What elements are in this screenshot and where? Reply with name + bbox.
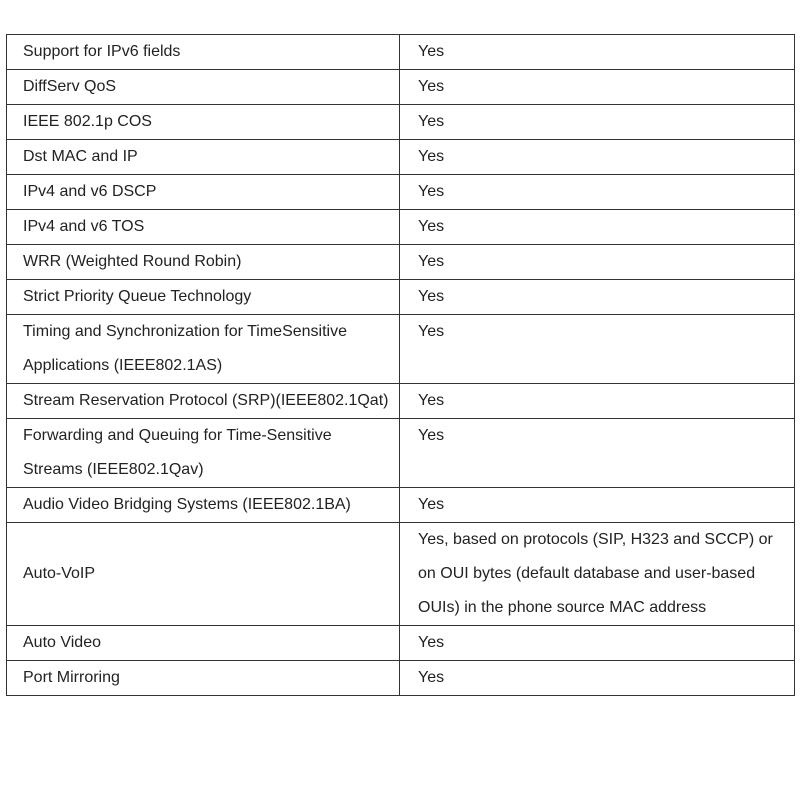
support-cell: Yes <box>400 70 795 105</box>
feature-cell: Auto Video <box>7 626 400 661</box>
feature-cell: WRR (Weighted Round Robin) <box>7 245 400 280</box>
feature-cell: Support for IPv6 fields <box>7 35 400 70</box>
support-cell: Yes <box>400 105 795 140</box>
feature-cell: Auto-VoIP <box>7 523 400 626</box>
table-row <box>7 488 795 523</box>
feature-cell: Timing and Synchronization for TimeSensitive Applications (IEEE802.1AS) <box>7 315 400 384</box>
feature-cell: Dst MAC and IP <box>7 140 400 175</box>
support-cell: Yes <box>400 661 795 696</box>
table-row <box>7 280 795 315</box>
table-row <box>7 419 795 488</box>
feature-cell: Forwarding and Queuing for Time-Sensitive Streams (IEEE802.1Qav) <box>7 419 400 488</box>
feature-cell: IEEE 802.1p COS <box>7 105 400 140</box>
table-row <box>7 626 795 661</box>
support-cell: Yes <box>400 384 795 419</box>
support-cell: Yes <box>400 35 795 70</box>
feature-cell: IPv4 and v6 DSCP <box>7 175 400 210</box>
support-cell: Yes <box>400 245 795 280</box>
feature-cell: Strict Priority Queue Technology <box>7 280 400 315</box>
feature-cell: IPv4 and v6 TOS <box>7 210 400 245</box>
feature-cell: Stream Reservation Protocol (SRP)(IEEE802.1Qat) <box>7 384 400 419</box>
support-cell: Yes <box>400 140 795 175</box>
table-row <box>7 210 795 245</box>
table-row <box>7 661 795 696</box>
table-row <box>7 140 795 175</box>
support-cell: Yes <box>400 315 795 384</box>
support-cell: Yes <box>400 626 795 661</box>
table-row <box>7 315 795 384</box>
support-cell: Yes <box>400 488 795 523</box>
support-cell: Yes <box>400 175 795 210</box>
table-row <box>7 175 795 210</box>
table-row <box>7 70 795 105</box>
support-cell: Yes <box>400 419 795 488</box>
table-row <box>7 384 795 419</box>
table-row <box>7 245 795 280</box>
support-cell: Yes, based on protocols (SIP, H323 and SCCP) or on OUI bytes (default database and user-based OUIs) in the phone source MAC address <box>400 523 795 626</box>
feature-cell: Audio Video Bridging Systems (IEEE802.1BA) <box>7 488 400 523</box>
table-row <box>7 35 795 70</box>
support-cell: Yes <box>400 210 795 245</box>
page-bottom-margin <box>0 748 800 800</box>
table-row <box>7 105 795 140</box>
table-row <box>7 523 795 626</box>
spec-table <box>6 34 795 696</box>
feature-cell: DiffServ QoS <box>7 70 400 105</box>
support-cell: Yes <box>400 280 795 315</box>
feature-cell: Port Mirroring <box>7 661 400 696</box>
